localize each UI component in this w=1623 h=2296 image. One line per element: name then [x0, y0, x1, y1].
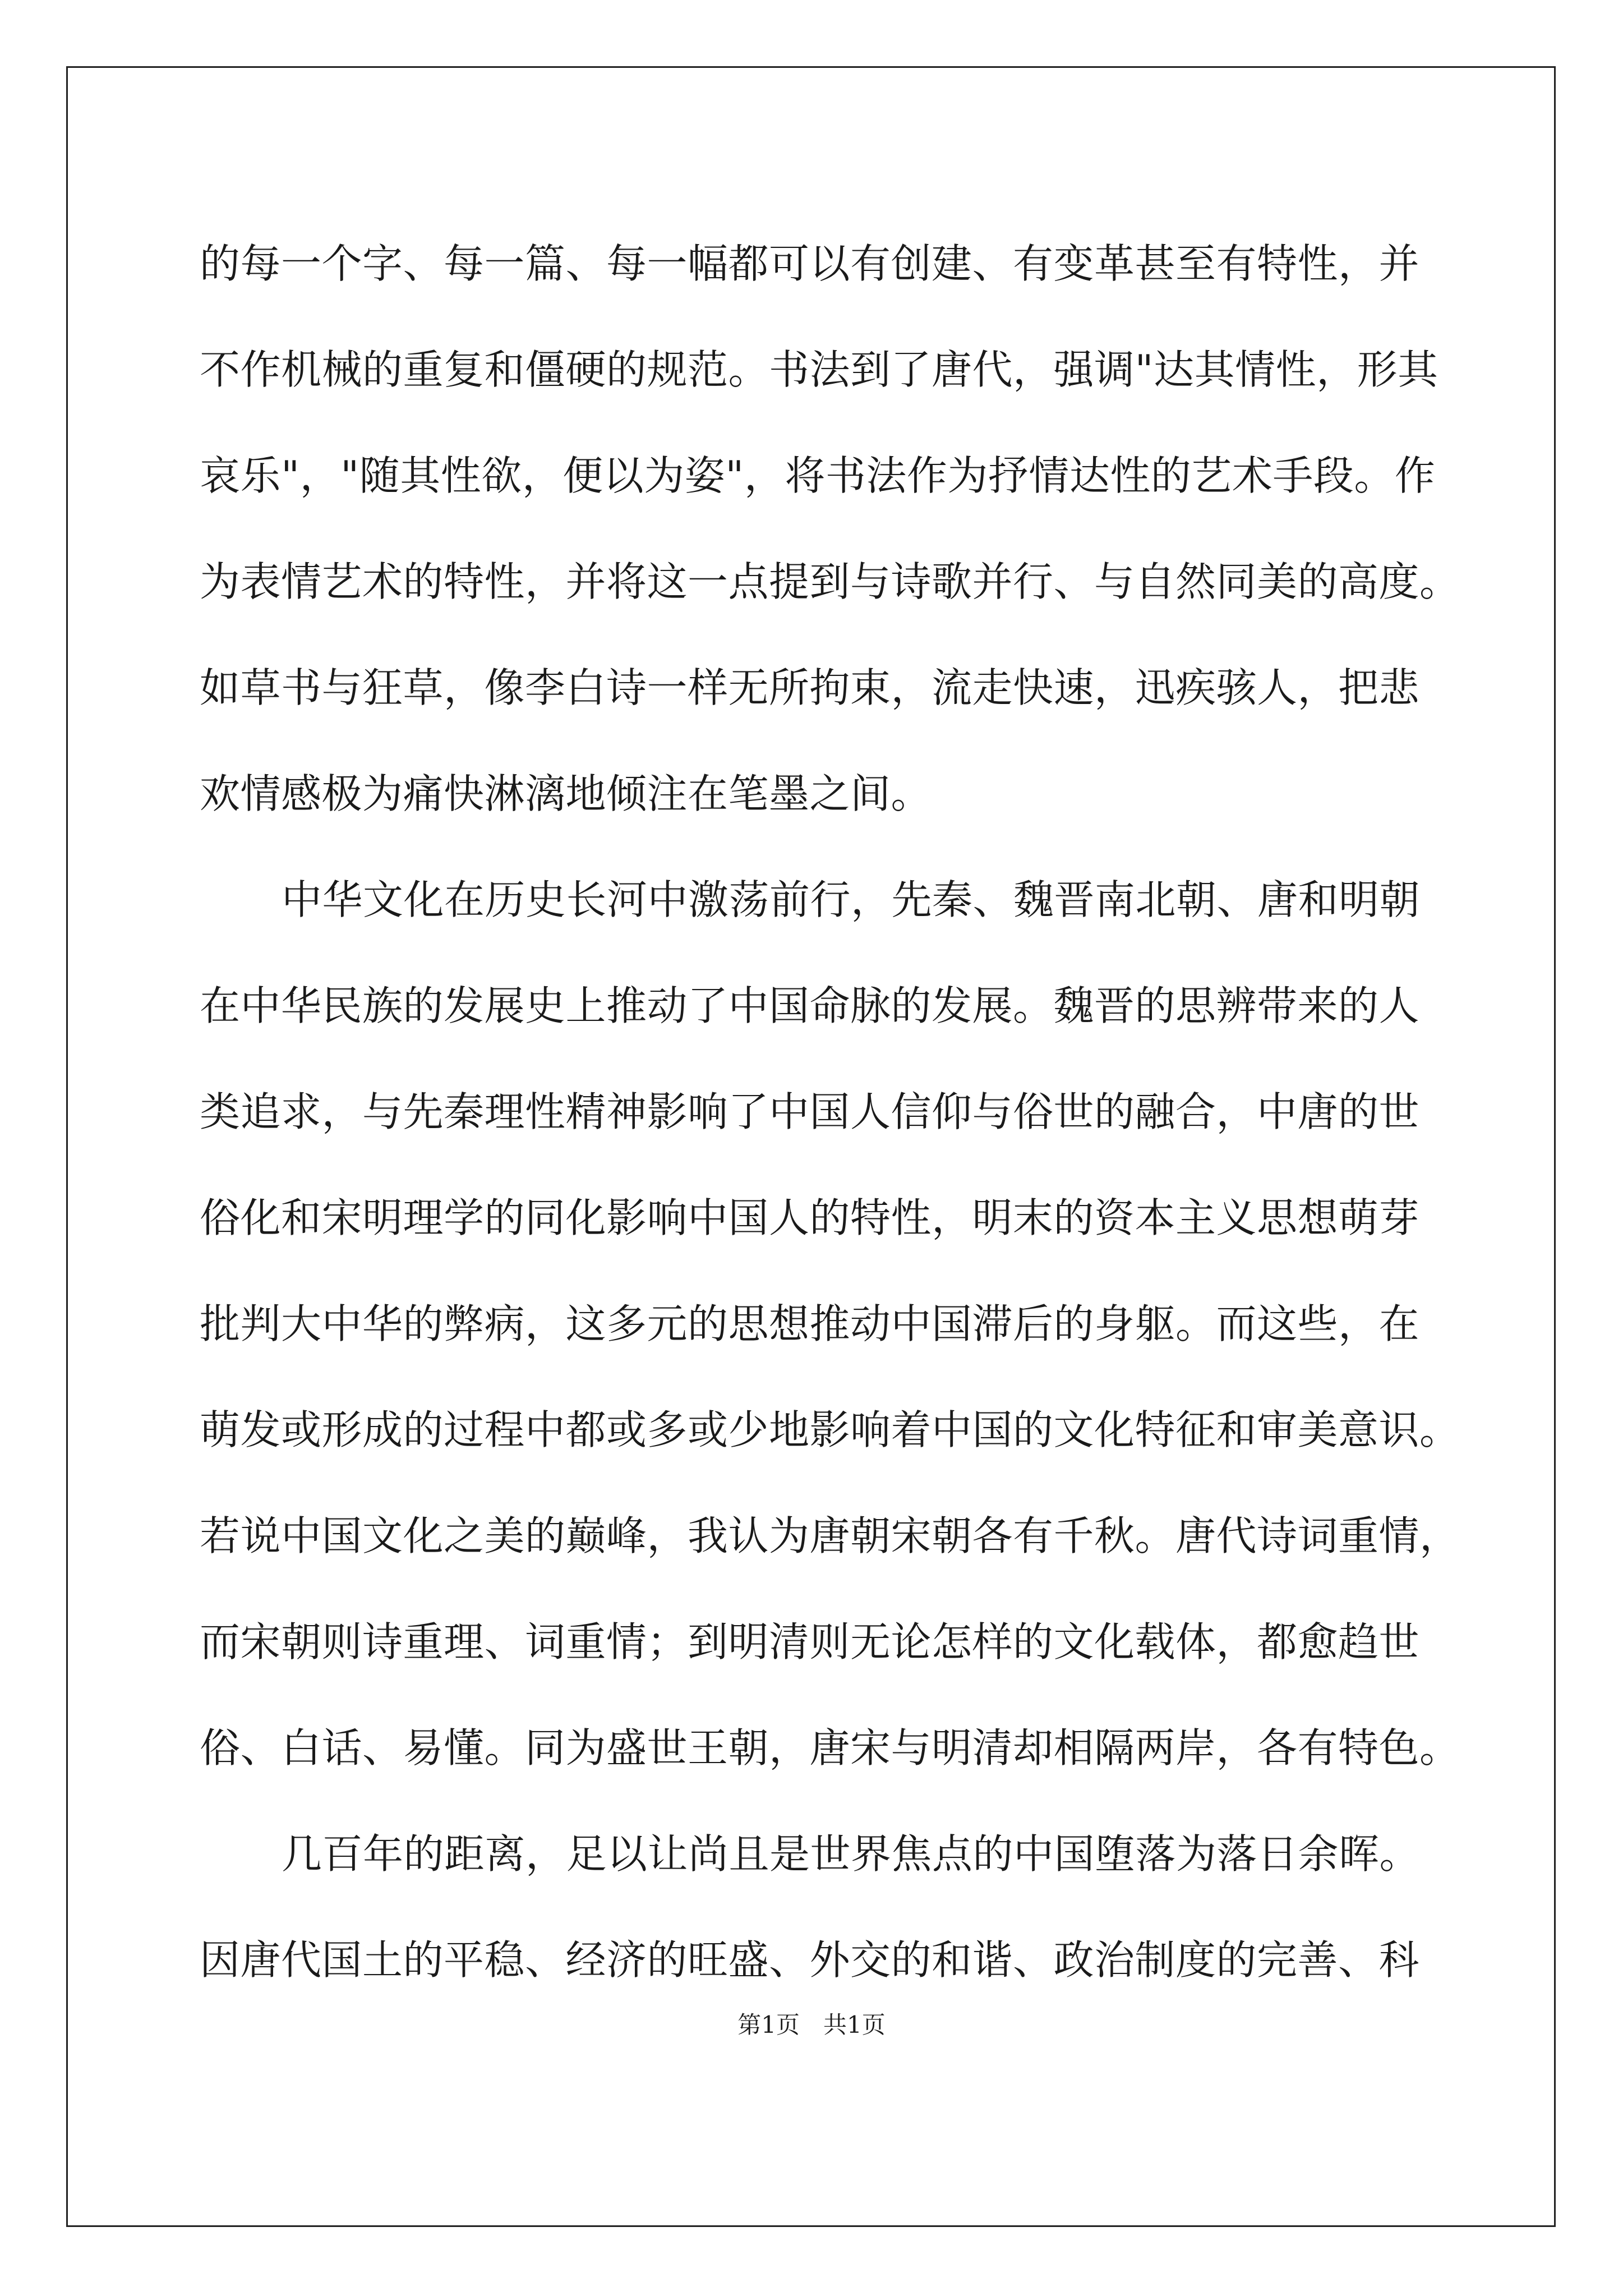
paragraph-start-line: 中华文化在历史长河中激荡前行，先秦、魏晋南北朝、唐和明朝: [282, 876, 1421, 923]
text-line: 如草书与狂草，像李白诗一样无所拘束，流走快速，迅疾骇人，把悲: [200, 664, 1420, 711]
page-number: 第1页 共1页: [737, 2011, 886, 2039]
paragraph-start-line: 几百年的距离，足以让尚且是世界焦点的中国堕落为落日余晖。: [282, 1830, 1421, 1878]
text-line: 类追求，与先秦理性精神影响了中国人信仰与俗世的融合，中唐的世: [200, 1088, 1420, 1135]
text-line: 若说中国文化之美的巅峰，我认为唐朝宋朝各有千秋。唐代诗词重情，: [200, 1512, 1460, 1559]
text-line: 而宋朝则诗重理、词重情；到明清则无论怎样的文化载体，都愈趋世: [200, 1618, 1420, 1665]
text-line: 萌发或形成的过程中都或多或少地影响着中国的文化特征和审美意识。: [200, 1406, 1460, 1453]
text-line: 为表情艺术的特性，并将这一点提到与诗歌并行、与自然同美的高度。: [200, 558, 1460, 605]
text-line: 在中华民族的发展史上推动了中国命脉的发展。魏晋的思辨带来的人: [200, 982, 1420, 1029]
text-line: 哀乐"，"随其性欲，便以为姿"，将书法作为抒情达性的艺术手段。作: [200, 452, 1436, 499]
text-line: 欢情感极为痛快淋漓地倾注在笔墨之间。: [200, 770, 932, 817]
text-line: 不作机械的重复和僵硬的规范。书法到了唐代，强调"达其情性，形其: [200, 346, 1438, 393]
text-line: 因唐代国土的平稳、经济的旺盛、外交的和谐、政治制度的完善、科: [200, 1936, 1420, 1984]
text-line: 的每一个字、每一篇、每一幅都可以有创建、有变革甚至有特性，并: [200, 240, 1420, 287]
document-body: [200, 211, 1460, 2013]
text-line: 批判大中华的弊病，这多元的思想推动中国滞后的身躯。而这些，在: [200, 1300, 1420, 1347]
text-line: 俗、白话、易懂。同为盛世王朝，唐宋与明清却相隔两岸，各有特色。: [200, 1724, 1460, 1772]
text-line: 俗化和宋明理学的同化影响中国人的特性，明末的资本主义思想萌芽: [200, 1194, 1420, 1241]
